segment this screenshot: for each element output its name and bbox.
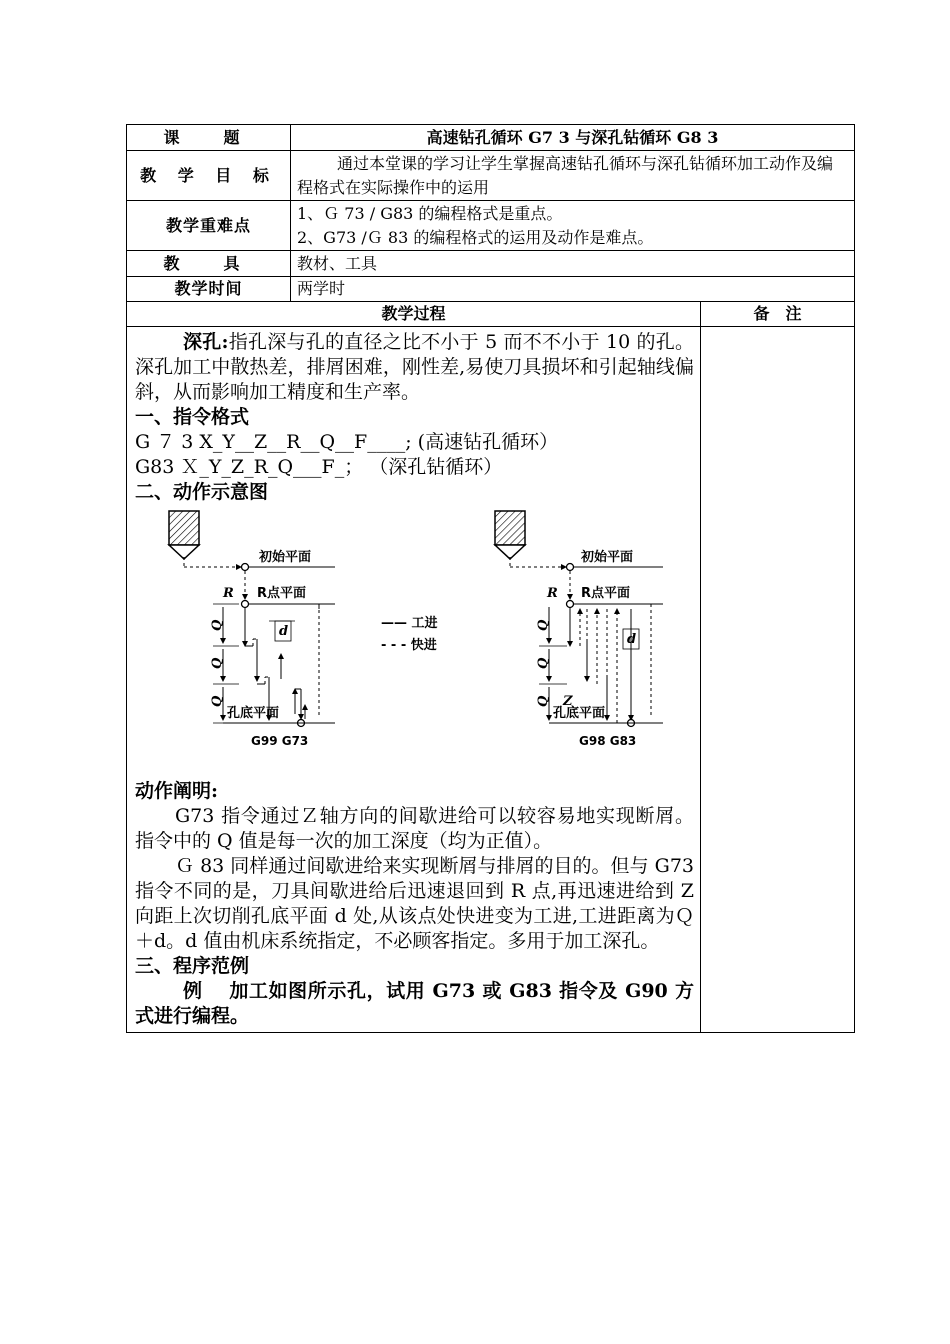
tools-value: 教材、工具: [291, 251, 855, 277]
format-g73: G ７ 3 X_Y__Z__R__Q__F____; (高速钻孔循环）: [135, 431, 559, 453]
example-text: 例 加工如图所示孔，试用 G73 或 G83 指令及 G90 方式进行编程。: [135, 980, 694, 1027]
explain-paragraph-1: G73 指令通过Ｚ轴方向的间歇进给可以较容易地实现断屑。指令中的 Q 值是每一次的加工深度（均为正值）。: [135, 805, 694, 852]
topic-value: 高速钻孔循环 G7 3 与深孔钻循环 G8 3: [291, 125, 855, 151]
process-content: [127, 327, 701, 1033]
format-g83: G83 Ｘ_Y_Z_R_Q___F_； （深孔钻循环）: [135, 456, 503, 478]
caption-left: G99 G73: [251, 734, 309, 748]
explain-title: 动作阐明:: [135, 780, 219, 802]
r-plane-label-right: R点平面: [581, 586, 631, 601]
d-letter-right: d: [627, 632, 637, 647]
r-letter-right: R: [547, 586, 558, 601]
g73-diagram: [169, 511, 335, 748]
time-label: 教学时间: [127, 277, 291, 302]
bottom-plane-label-left: 孔底平面: [227, 706, 280, 721]
drill-tool-icon: [169, 511, 199, 559]
process-header: 教学过程: [127, 302, 701, 327]
motion-diagram-svg: [135, 509, 675, 773]
q-letter-3: Q: [210, 695, 225, 707]
section-2-title: 二、动作示意图: [135, 481, 269, 503]
legend-work-feed: —— 工进: [381, 616, 438, 631]
motion-diagram: [135, 509, 694, 773]
q-letter-r1: Q: [536, 619, 551, 631]
key-value: [291, 201, 855, 251]
remark-cell: [701, 327, 855, 1033]
key-line-2: 2、G73 /Ｇ 83 的编程格式的运用及动作是难点。: [297, 227, 654, 247]
r-plane-label: R点平面: [257, 586, 307, 601]
q-letter-2: Q: [210, 657, 225, 669]
legend-rapid: - - - 快进: [381, 638, 437, 653]
goal-value: 通过本堂课的学习让学生掌握高速钻孔循环与深孔钻循环加工动作及编程格式在实际操作中的运用: [291, 151, 855, 201]
lesson-plan-table: [126, 124, 855, 1033]
d-letter-left: d: [279, 624, 289, 639]
z-letter: Z: [563, 694, 573, 709]
intro-term: 深孔:: [183, 331, 229, 353]
bottom-plane-label-right: 孔底平面: [553, 706, 606, 721]
time-value: 两学时: [291, 277, 855, 302]
goal-label: 教 学 目 标: [127, 151, 291, 201]
r-letter: R: [223, 586, 234, 601]
initial-plane-label-right: 初始平面: [581, 550, 634, 565]
topic-label: 课 题: [127, 125, 291, 151]
q-letter-r3: Q: [536, 695, 551, 707]
initial-plane-label: 初始平面: [259, 550, 312, 565]
section-3-title: 三、程序范例: [135, 955, 250, 977]
intro-text: 指孔深与孔的直径之比不小于 5 而不不小于 10 的孔。深孔加工中散热差，排屑困难，刚性差,易使刀具损坏和引起轴线偏斜，从而影响加工精度和生产率。: [135, 331, 694, 403]
intro-paragraph: [135, 330, 694, 405]
diagram-legend: [381, 615, 438, 653]
explain-paragraph-2: Ｇ 83 同样通过间歇进给来实现断屑与排屑的目的。但与 G73 指令不同的是，刀具间歇进给后迅速退回到 R 点,再迅速进给到 Z 向距上次切削孔底平面 d 处,从该点处快进变为工进,工进距离为Ｑ＋d。d 值由机床系统指定，不必顾客指定。多用于加工深孔。: [135, 855, 694, 952]
drill-tool-icon-right: [495, 511, 525, 559]
key-line-1: 1、Ｇ 73 / G83 的编程格式是重点。: [297, 203, 563, 223]
key-label: 教学重难点: [127, 201, 291, 251]
section-1-title: 一、指令格式: [135, 406, 250, 428]
q-letter-1: Q: [210, 619, 225, 631]
q-letter-r2: Q: [536, 657, 551, 669]
remark-header: 备 注: [701, 302, 855, 327]
caption-right: G98 G83: [579, 734, 637, 748]
tools-label: 教 具: [127, 251, 291, 277]
g83-diagram: [495, 511, 663, 748]
